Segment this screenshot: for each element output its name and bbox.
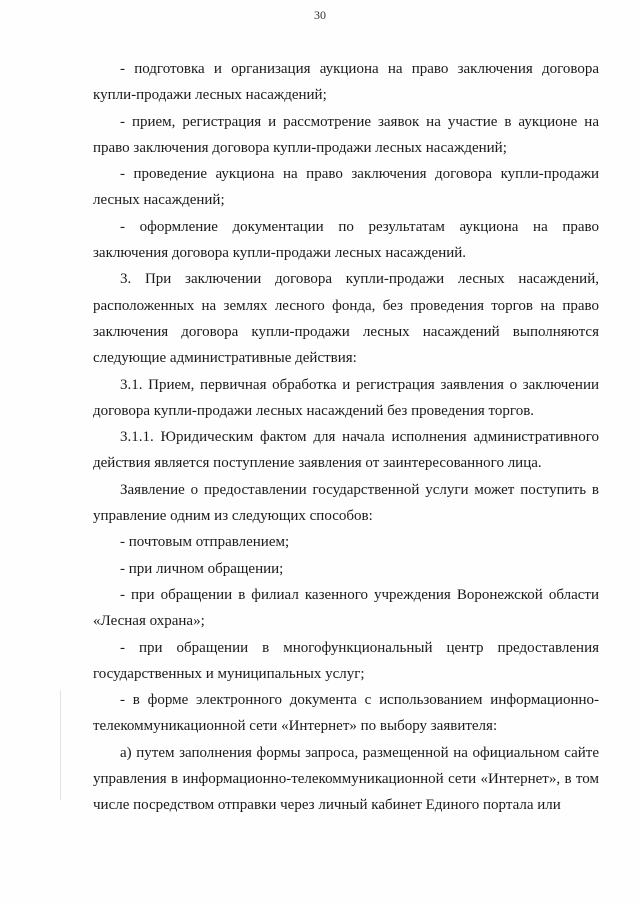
paragraph-section-3-1: 3.1. Прием, первичная обработка и регистрация заявления о заключении договора купли-продажи лесных насаждений без проведения торгов. — [93, 376, 599, 419]
paragraph-submission-methods: Заявление о предоставлении государственной услуги может поступить в управление одним из следующих способов: — [93, 481, 599, 525]
paragraph-section-3-1-1: 3.1.1. Юридическим фактом для начала исполнения административного действия является поступление заявления от заинтересованного лица. — [93, 429, 599, 472]
document-body — [93, 56, 599, 819]
scan-artifact — [60, 690, 61, 800]
paragraph-auction-conduct: - проведение аукциона на право заключения договора купли-продажи лесных насаждений; — [93, 166, 599, 209]
paragraph-auction-documentation: - оформление документации по результатам аукциона на право заключения договора купли-продажи лесных насаждений. — [93, 218, 599, 262]
list-item-electronic: - в форме электронного документа с использованием информационно-телекоммуникационной сети «Интернет» по выбору заявителя: — [93, 692, 599, 735]
list-item-forest-guard-branch: - при обращении в филиал казенного учреждения Воронежской области «Лесная охрана»; — [93, 586, 599, 630]
paragraph-auction-preparation: - подготовка и организация аукциона на право заключения договора купли-продажи лесных насаждений; — [93, 61, 599, 104]
page-number: 30 — [314, 8, 326, 22]
paragraph-online-form: а) путем заполнения формы запроса, размещенной на официальном сайте управления в информационно-телекоммуникационной сети «Интернет», в том числе посредством отправки через личный кабинет Единого портала или — [93, 744, 599, 814]
list-item-postal: - почтовым отправлением; — [120, 534, 290, 551]
list-item-in-person: - при личном обращении; — [120, 560, 284, 577]
paragraph-application-intake: - прием, регистрация и рассмотрение заявок на участие в аукционе на право заключения договора купли-продажи лесных насаждений; — [93, 113, 599, 156]
paragraph-section-3: 3. При заключении договора купли-продажи лесных насаждений, расположенных на землях лесного фонда, без проведения торгов на право заключения договора купли-продажи лесных насаждений выполняются следующие административные действия: — [93, 271, 599, 367]
list-item-mfc: - при обращении в многофункциональный центр предоставления государственных и муниципальных услуг; — [93, 639, 599, 682]
